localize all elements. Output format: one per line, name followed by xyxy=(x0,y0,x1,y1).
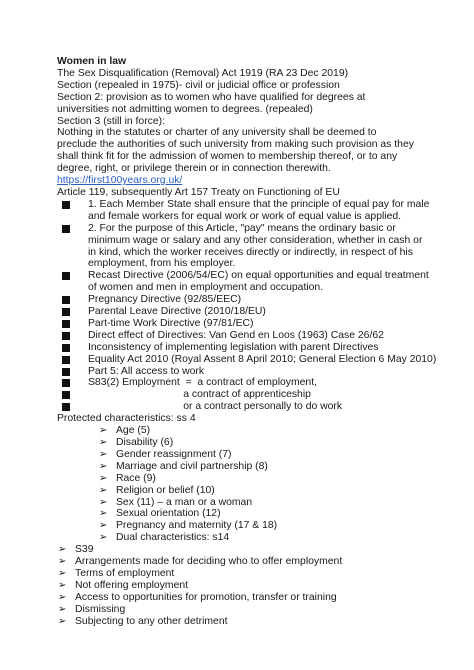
s39-list xyxy=(57,544,454,627)
section-3-line: Section 3 (still in force): xyxy=(57,115,165,127)
arrow-bullet-icon: ➢ xyxy=(58,567,67,579)
square-bullet-icon xyxy=(62,403,70,411)
list-item: ➢ Subjecting to any other detriment xyxy=(58,615,228,627)
list-item: ➢ Age (5) xyxy=(99,425,151,437)
list-item: ➢ Sexual orientation (12) xyxy=(99,508,221,520)
list-item: ➢ Dual characteristics: s14 xyxy=(99,532,230,544)
square-bullet-icon xyxy=(62,379,70,387)
square-bullet-icon xyxy=(62,320,70,328)
act-line: The Sex Disqualification (Removal) Act 1919 (RA 23 Dec 2019) xyxy=(57,67,349,79)
arrow-bullet-icon: ➢ xyxy=(58,591,67,603)
square-bullet-icon xyxy=(62,308,70,316)
list-item: ➢ Terms of employment xyxy=(58,567,175,579)
square-bullet-icon xyxy=(62,201,70,209)
arrow-bullet-icon: ➢ xyxy=(99,496,108,508)
arrow-bullet-icon: ➢ xyxy=(58,556,67,568)
arrow-bullet-icon: ➢ xyxy=(99,472,108,484)
square-bullet-icon xyxy=(62,368,70,376)
list-item: ➢ Gender reassignment (7) xyxy=(99,448,232,460)
protected-heading: Protected characteristics: ss 4 xyxy=(57,413,196,425)
list-item: Part-time Work Directive (97/81/EC) xyxy=(57,318,454,330)
arrow-bullet-icon: ➢ xyxy=(99,484,108,496)
employment-line-1: S83(2) Employment = a contract of employment, xyxy=(88,377,317,389)
employment-line-3: or a contract personally to do work xyxy=(88,401,343,413)
list-item: Direct effect of Directives: Van Gend en Loos (1963) Case 26/62 xyxy=(57,330,454,342)
employment-definition-3 xyxy=(57,401,454,413)
arrow-bullet-icon: ➢ xyxy=(58,579,67,591)
list-item: ➢ Dismissing xyxy=(58,603,126,615)
square-bullet-icon xyxy=(62,391,70,399)
list-item: ➢ S39 xyxy=(58,544,94,556)
employment-definition xyxy=(57,377,454,389)
list-item: ➢ Access to opportunities for promotion, transfer or training xyxy=(58,591,337,603)
list-item: Inconsistency of implementing legislation with parent Directives xyxy=(57,342,454,354)
list-item: ➢ Race (9) xyxy=(99,472,156,484)
section-2-line: Section 2: provision as to women who have qualified for degrees at universities not admitting women to degrees. (repealed) xyxy=(57,91,366,115)
list-item: ➢ Disability (6) xyxy=(99,437,174,448)
list-item: Recast Directive (2006/54/EC) on equal opportunities and equal treatment of women and men in employment and occupation. xyxy=(57,270,454,294)
list-item: ➢ Sex (11) – a man or a woman xyxy=(99,496,253,508)
square-bullet-icon xyxy=(62,272,70,280)
article-line: Article 119, subsequently Art 157 Treaty on Functioning of EU xyxy=(57,186,340,198)
list-item: ➢ Arrangements made for deciding who to offer employment xyxy=(58,556,343,568)
page-title: Women in law xyxy=(57,56,127,67)
square-bullet-icon xyxy=(62,296,70,304)
arrow-bullet-icon: ➢ xyxy=(99,508,108,520)
square-bullet-icon xyxy=(62,332,70,340)
bullet-list xyxy=(57,199,454,413)
first100years-link[interactable]: https://first100years.org.uk/ xyxy=(57,175,183,187)
square-bullet-icon xyxy=(62,356,70,364)
arrow-bullet-icon: ➢ xyxy=(58,603,67,615)
square-bullet-icon xyxy=(62,225,70,233)
list-item: Equality Act 2010 (Royal Assent 8 April 2010; General Election 6 May 2010) xyxy=(57,354,454,366)
arrow-bullet-icon: ➢ xyxy=(99,520,108,532)
arrow-bullet-icon: ➢ xyxy=(99,532,108,544)
list-item: 1. Each Member State shall ensure that the principle of equal pay for male and female workers for equal work or work of equal value is applied. xyxy=(57,199,454,223)
employment-line-2: a contract of apprenticeship xyxy=(88,389,311,401)
list-item: 2. For the purpose of this Article, "pay" means the ordinary basic or minimum wage or salary and any other consideration, whether in cash or in kind, which the worker receives directly or indirectly, in respect of his employment, from his employer. xyxy=(57,223,454,271)
arrow-bullet-icon: ➢ xyxy=(58,544,67,556)
section-1-line: Section (repealed in 1975)- civil or judicial office or profession xyxy=(57,79,340,91)
employment-definition-2 xyxy=(57,389,454,401)
list-item: Parental Leave Directive (2010/18/EU) xyxy=(57,306,454,318)
list-item: Pregnancy Directive (92/85/EEC) xyxy=(57,294,454,306)
arrow-bullet-icon: ➢ xyxy=(99,460,108,472)
arrow-bullet-icon: ➢ xyxy=(99,448,108,460)
square-bullet-icon xyxy=(62,344,70,352)
list-item: ➢ Pregnancy and maternity (17 & 18) xyxy=(99,520,278,532)
list-item: ➢ Not offering employment xyxy=(58,579,189,591)
list-item: Part 5: All access to work xyxy=(57,366,454,378)
protected-list xyxy=(57,425,454,544)
list-item: ➢ Marriage and civil partnership (8) xyxy=(99,460,268,472)
section-3-text: Nothing in the statutes or charter of any university shall be deemed to preclude the authorities of such university from making such provision as they shall think fit for the admission of women to membership thereof, or to any degree, right, or privilege therein or in connection therewith. xyxy=(57,127,414,175)
list-item: ➢ Religion or belief (10) xyxy=(99,484,215,496)
arrow-bullet-icon: ➢ xyxy=(99,437,108,448)
arrow-bullet-icon: ➢ xyxy=(99,425,108,437)
arrow-bullet-icon: ➢ xyxy=(58,615,67,627)
